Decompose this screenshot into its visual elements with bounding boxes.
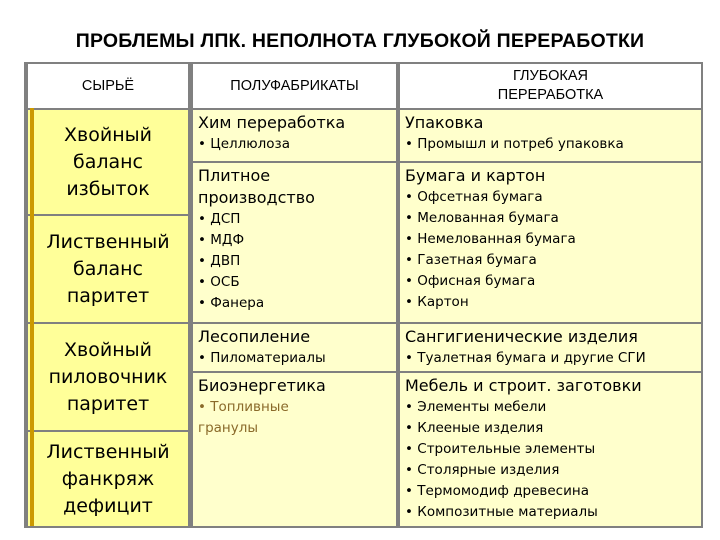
- deep-item: • Клееные изделия: [405, 418, 696, 439]
- raw-material-status: паритет: [66, 284, 150, 307]
- raw-material-cell: [28, 110, 188, 214]
- semi-item: • ДСП: [198, 209, 391, 230]
- header-deep-label: ГЛУБОКАЯ ПЕРЕРАБОТКА: [497, 68, 604, 103]
- raw-material-status: паритет: [66, 392, 150, 415]
- header-raw-label: СЫРЬЁ: [81, 77, 135, 94]
- deep-item: • Мелованная бумага: [405, 208, 696, 229]
- deep-section: [400, 163, 701, 322]
- semi-item: • Топливные гранулы: [198, 397, 328, 439]
- semi-item: • Пиломатериалы: [198, 348, 391, 369]
- raw-material-name: Лиственный фанкряж: [46, 440, 170, 490]
- page-title: ПРОБЛЕМЫ ЛПК. НЕПОЛНОТА ГЛУБОКОЙ ПЕРЕРАБОТКИ: [75, 30, 645, 52]
- semi-section: [193, 373, 396, 526]
- deep-item: • Офисная бумага: [405, 271, 696, 292]
- deep-item: • Строительные элементы: [405, 439, 696, 460]
- semi-section: [193, 324, 396, 371]
- deep-item: • Промышл и потреб упаковка: [405, 134, 696, 155]
- deep-item: • Элементы мебели: [405, 397, 696, 418]
- deep-section: [400, 324, 701, 371]
- semi-item: • МДФ: [198, 230, 391, 251]
- semi-section-title: Биоэнергетика: [198, 376, 326, 395]
- raw-material-status: дефицит: [63, 494, 153, 517]
- deep-item: • Туалетная бумага и другие СГИ: [405, 348, 696, 369]
- semi-section: [193, 163, 396, 322]
- raw-material-cell: [28, 216, 188, 322]
- raw-material-status: избыток: [66, 177, 150, 200]
- deep-section: [400, 110, 701, 161]
- semi-section-title: Хим переработка: [198, 113, 346, 132]
- deep-section-title: Мебель и строит. заготовки: [405, 376, 642, 395]
- header-raw: [28, 64, 188, 108]
- header-deep: [400, 64, 701, 108]
- deep-item: • Офсетная бумага: [405, 187, 696, 208]
- deep-item: • Газетная бумага: [405, 250, 696, 271]
- deep-item: • Немелованная бумага: [405, 229, 696, 250]
- raw-column-accent: [30, 108, 34, 526]
- deep-section-title: Бумага и картон: [405, 166, 546, 185]
- deep-section-title: Сангигиенические изделия: [405, 327, 638, 346]
- semi-section-title: Плитное производство: [198, 166, 315, 207]
- deep-section: [400, 373, 701, 526]
- header-semi: [193, 64, 396, 108]
- deep-item: • Термомодиф древесина: [405, 481, 696, 502]
- semi-item: • Целлюлоза: [198, 134, 391, 155]
- semi-item: • ДВП: [198, 251, 391, 272]
- semi-section: [193, 110, 396, 161]
- raw-material-cell: [28, 324, 188, 430]
- deep-section-title: Упаковка: [405, 113, 484, 132]
- raw-material-name: Лиственный баланс: [46, 230, 170, 280]
- deep-item: • Композитные материалы: [405, 502, 696, 523]
- raw-material-cell: [28, 432, 188, 526]
- header-semi-label: ПОЛУФАБРИКАТЫ: [230, 77, 359, 94]
- deep-item: • Столярные изделия: [405, 460, 696, 481]
- raw-material-name: Хвойный баланс: [64, 123, 152, 173]
- semi-section-title: Лесопиление: [198, 327, 311, 346]
- semi-item: • ОСБ: [198, 272, 391, 293]
- deep-item: • Картон: [405, 292, 696, 313]
- semi-item: • Фанера: [198, 293, 391, 314]
- raw-material-name: Хвойный пиловочник: [48, 338, 168, 388]
